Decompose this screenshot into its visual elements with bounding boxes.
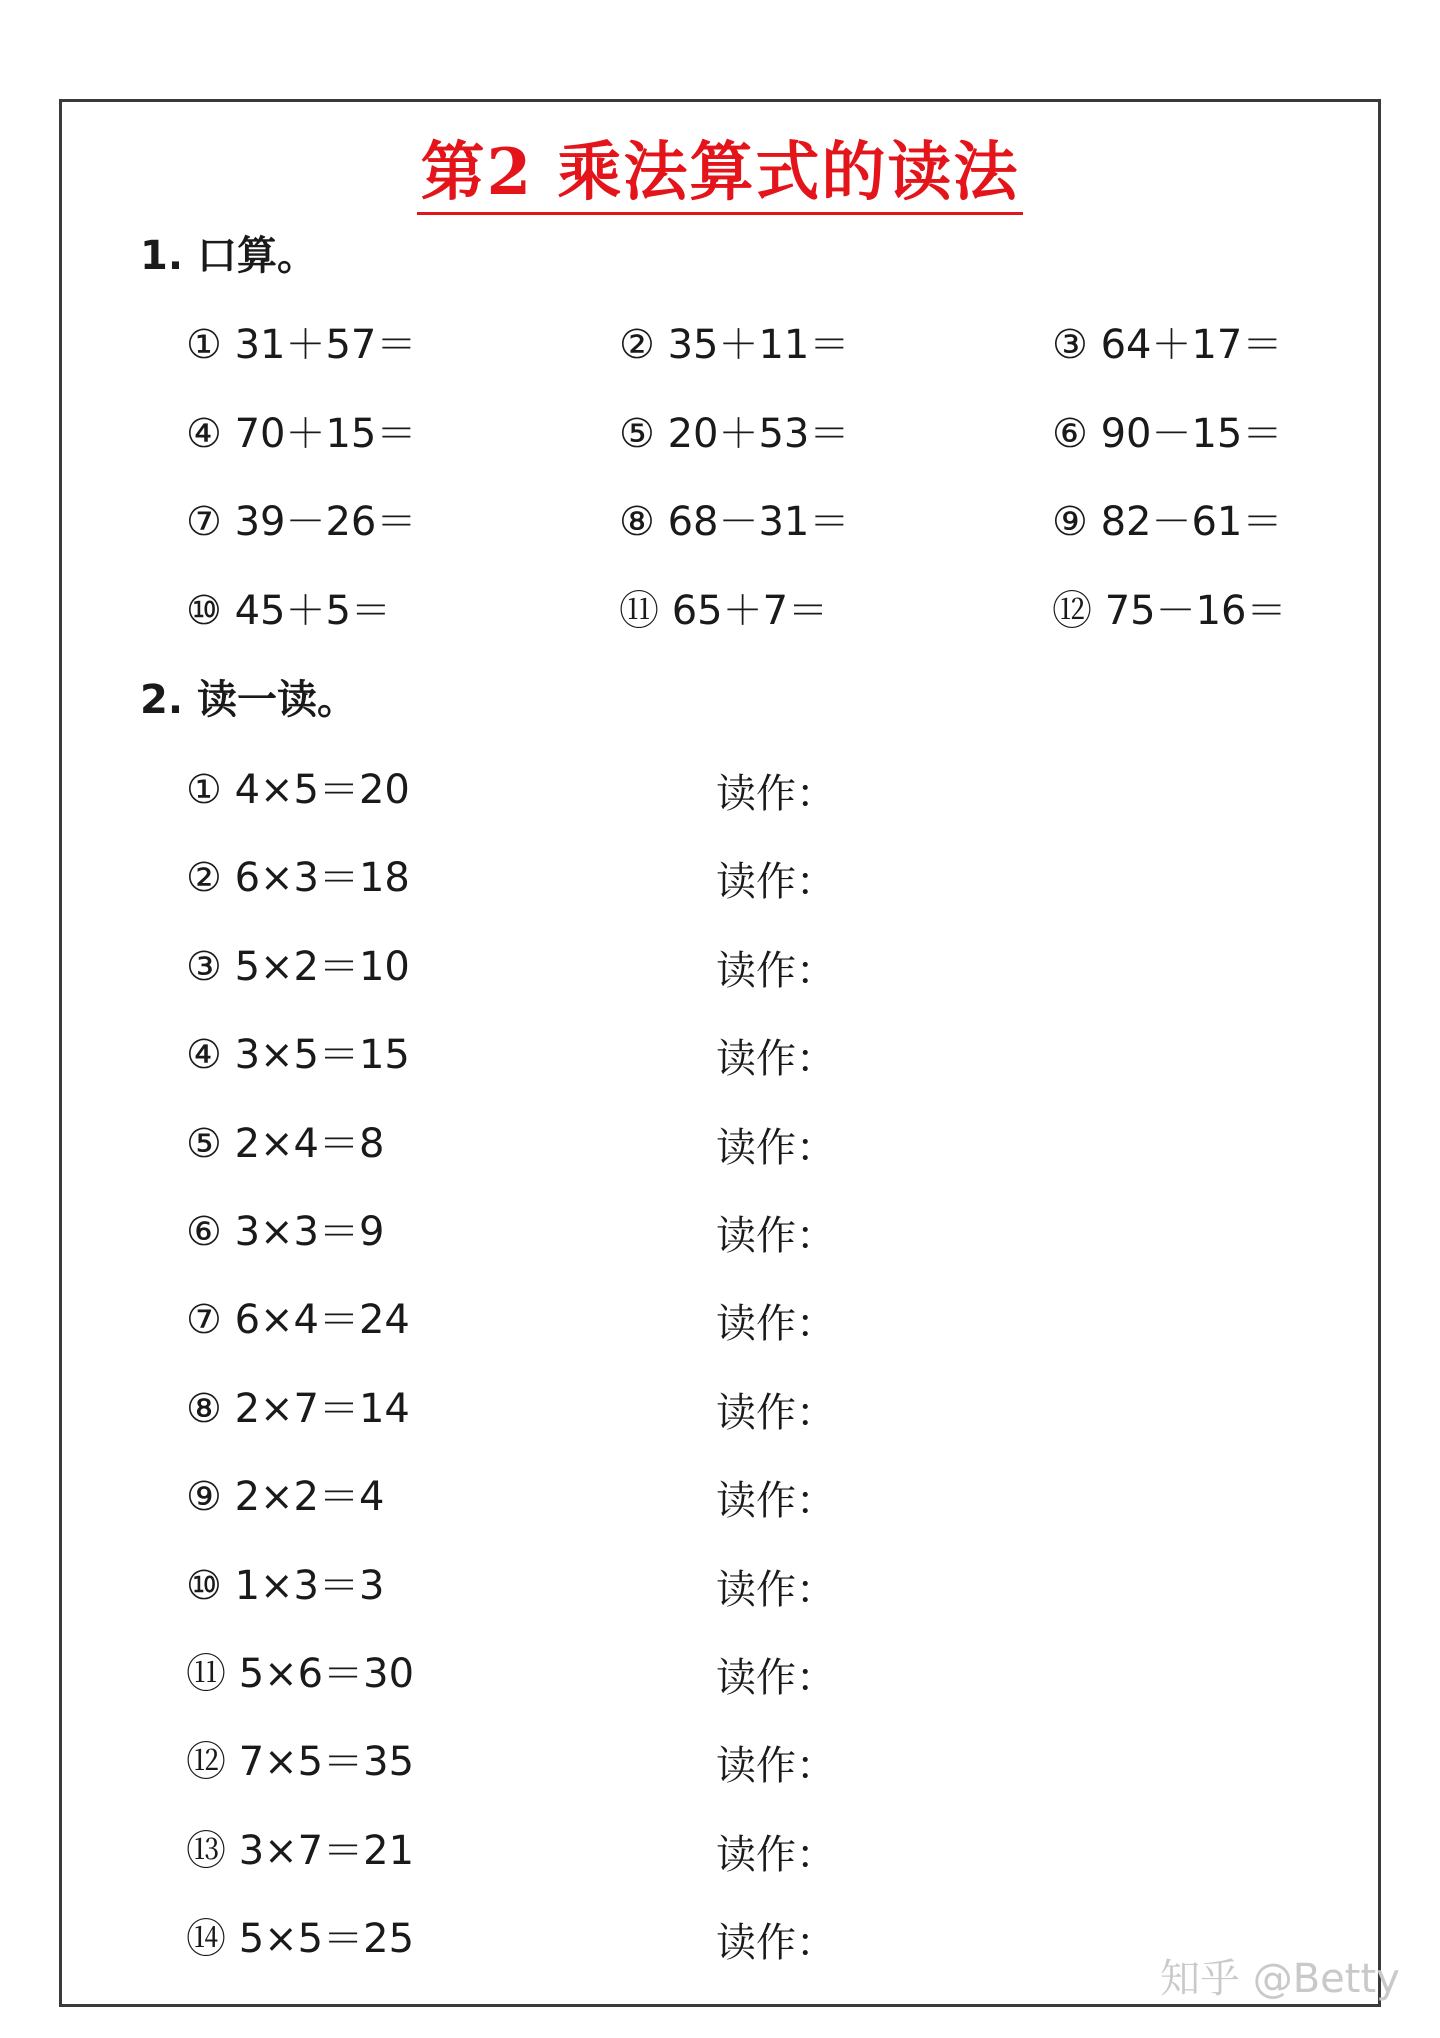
mental-math-item: ⑨ 82－61＝ [1052, 499, 1283, 545]
page-title-wrapper [0, 134, 1440, 215]
read-as-answer-blank[interactable] [826, 947, 1086, 997]
read-as-label: 读作： [716, 1654, 836, 1701]
multiplication-equation: ① 4×5＝20 [186, 767, 410, 813]
mental-math-item: ⑦ 39－26＝ [186, 499, 417, 545]
read-as-label: 读作： [716, 1036, 836, 1083]
read-as-label: 读作： [716, 1212, 836, 1259]
read-as-label: 读作： [716, 1301, 836, 1348]
mental-math-item: ⑤ 20＋53＝ [619, 410, 850, 457]
read-as-label: 读作： [716, 1389, 836, 1436]
reading-list [186, 760, 1086, 1997]
multiplication-equation: ⑫ 7×5＝35 [186, 1739, 415, 1786]
watermark: 知乎 @Betty [1160, 1956, 1400, 2002]
reading-row [186, 1114, 1086, 1202]
read-as-answer-blank[interactable] [826, 1566, 1086, 1616]
reading-row [186, 1379, 1086, 1467]
mental-math-item: ③ 64＋17＝ [1052, 322, 1283, 368]
multiplication-equation: ⑪ 5×6＝30 [186, 1650, 415, 1697]
reading-row [186, 937, 1086, 1025]
reading-row [186, 1821, 1086, 1909]
mental-math-item: ④ 70＋15＝ [186, 410, 417, 457]
mental-math-grid [186, 315, 1326, 669]
read-as-answer-blank[interactable] [826, 1035, 1086, 1085]
mental-math-item: ⑥ 90－15＝ [1052, 410, 1283, 457]
read-as-answer-blank[interactable] [826, 770, 1086, 820]
read-as-answer-blank[interactable] [826, 1124, 1086, 1174]
read-as-answer-blank[interactable] [826, 1477, 1086, 1527]
mental-math-item: ② 35＋11＝ [619, 322, 850, 368]
reading-row [186, 1467, 1086, 1555]
multiplication-equation: ⑥ 3×3＝9 [186, 1208, 385, 1255]
multiplication-equation: ⑤ 2×4＝8 [186, 1120, 385, 1167]
multiplication-equation: ⑨ 2×2＝4 [186, 1474, 385, 1521]
reading-row [186, 760, 1086, 848]
reading-row [186, 1644, 1086, 1732]
read-as-label: 读作： [716, 1478, 836, 1525]
mental-math-item: ① 31＋57＝ [186, 322, 417, 368]
mental-math-item: ⑧ 68－31＝ [619, 499, 850, 545]
read-as-answer-blank[interactable] [826, 858, 1086, 908]
read-as-label: 读作： [716, 1124, 836, 1171]
read-as-answer-blank[interactable] [826, 1212, 1086, 1262]
read-as-label: 读作： [716, 859, 836, 906]
read-as-label: 读作： [716, 1743, 836, 1790]
section-2-heading: 2. 读一读。 [140, 677, 357, 723]
multiplication-equation: ⑭ 5×5＝25 [186, 1916, 415, 1963]
reading-row [186, 1202, 1086, 1290]
read-as-answer-blank[interactable] [826, 1831, 1086, 1881]
mental-math-item: ⑪ 65＋7＝ [619, 587, 829, 634]
read-as-answer-blank[interactable] [826, 1742, 1086, 1792]
reading-row [186, 1732, 1086, 1820]
read-as-answer-blank[interactable] [826, 1300, 1086, 1350]
reading-row [186, 848, 1086, 936]
multiplication-equation: ⑧ 2×7＝14 [186, 1385, 410, 1432]
read-as-answer-blank[interactable] [826, 1919, 1086, 1969]
multiplication-equation: ⑬ 3×7＝21 [186, 1827, 415, 1874]
section-1-heading: 1. 口算。 [140, 233, 317, 279]
reading-row [186, 1025, 1086, 1113]
mental-math-item: ⑩ 45＋5＝ [186, 587, 391, 634]
read-as-answer-blank[interactable] [826, 1654, 1086, 1704]
read-as-label: 读作： [716, 1920, 836, 1967]
multiplication-equation: ④ 3×5＝15 [186, 1032, 410, 1079]
multiplication-equation: ③ 5×2＝10 [186, 943, 410, 990]
mental-math-item: ⑫ 75－16＝ [1052, 587, 1287, 634]
reading-row [186, 1909, 1086, 1997]
page-title: 第2 乘法算式的读法 [417, 134, 1024, 215]
read-as-answer-blank[interactable] [826, 1389, 1086, 1439]
read-as-label: 读作： [716, 1566, 836, 1613]
multiplication-equation: ⑩ 1×3＝3 [186, 1562, 385, 1609]
multiplication-equation: ⑦ 6×4＝24 [186, 1297, 410, 1344]
read-as-label: 读作： [716, 1831, 836, 1878]
read-as-label: 读作： [716, 947, 836, 994]
read-as-label: 读作： [716, 771, 836, 817]
multiplication-equation: ② 6×3＝18 [186, 855, 410, 902]
reading-row [186, 1556, 1086, 1644]
reading-row [186, 1290, 1086, 1378]
